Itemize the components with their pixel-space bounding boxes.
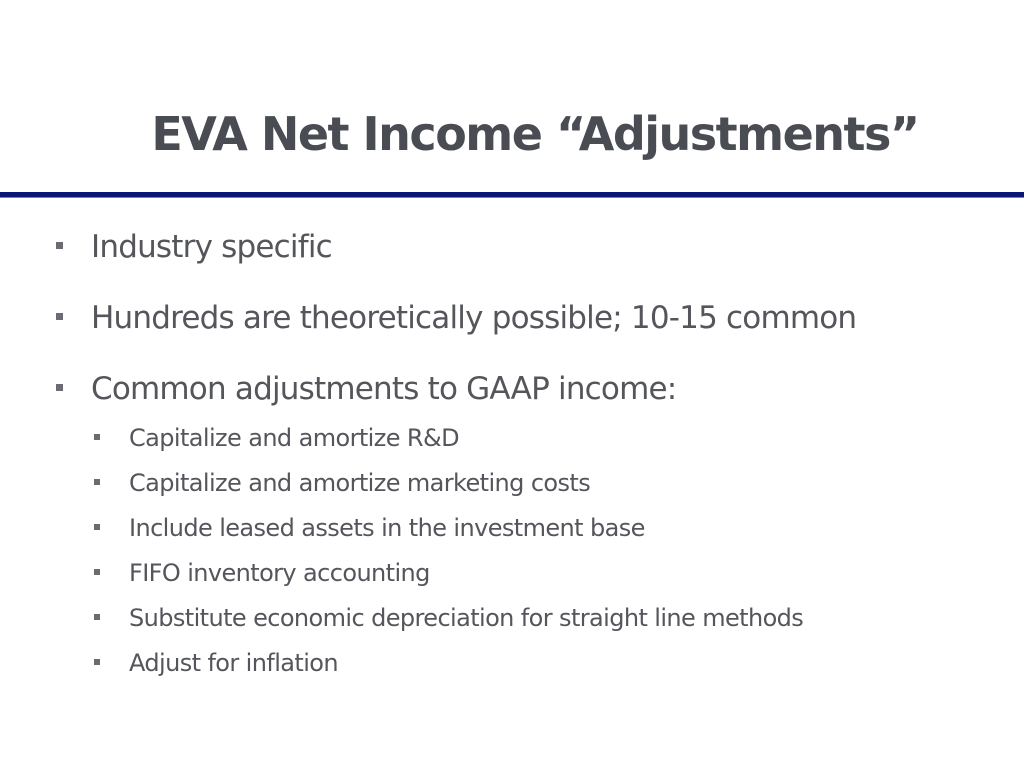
square-bullet-icon bbox=[94, 479, 100, 485]
square-bullet-icon bbox=[94, 614, 100, 620]
sub-bullet-text: FIFO inventory accounting bbox=[129, 559, 430, 587]
sub-bullet-text: Include leased assets in the investment base bbox=[129, 514, 645, 542]
square-bullet-icon bbox=[94, 569, 100, 575]
sub-bullet-item bbox=[94, 466, 590, 500]
sub-bullet-item bbox=[94, 556, 430, 590]
sub-bullet-item bbox=[94, 421, 459, 455]
sub-bullet-text: Capitalize and amortize marketing costs bbox=[129, 469, 591, 497]
bullet-item bbox=[56, 225, 332, 269]
bullet-item bbox=[56, 296, 856, 340]
sub-bullet-text: Capitalize and amortize R&D bbox=[129, 424, 459, 452]
square-bullet-icon bbox=[56, 384, 63, 391]
sub-bullet-item bbox=[94, 511, 645, 545]
bullet-text: Hundreds are theoretically possible; 10-15 common bbox=[91, 300, 857, 336]
square-bullet-icon bbox=[94, 434, 100, 440]
sub-bullet-item bbox=[94, 646, 338, 680]
slide-title: EVA Net Income “Adjustments” bbox=[151, 107, 919, 161]
square-bullet-icon bbox=[56, 313, 63, 320]
sub-bullet-text: Adjust for inflation bbox=[129, 649, 338, 677]
sub-bullet-text: Substitute economic depreciation for straight line methods bbox=[129, 604, 804, 632]
square-bullet-icon bbox=[56, 242, 63, 249]
bullet-text: Industry specific bbox=[91, 229, 332, 265]
sub-bullet-item bbox=[94, 601, 803, 635]
bullet-text: Common adjustments to GAAP income: bbox=[91, 371, 677, 407]
square-bullet-icon bbox=[94, 659, 100, 665]
bullet-item bbox=[56, 367, 676, 411]
square-bullet-icon bbox=[94, 524, 100, 530]
